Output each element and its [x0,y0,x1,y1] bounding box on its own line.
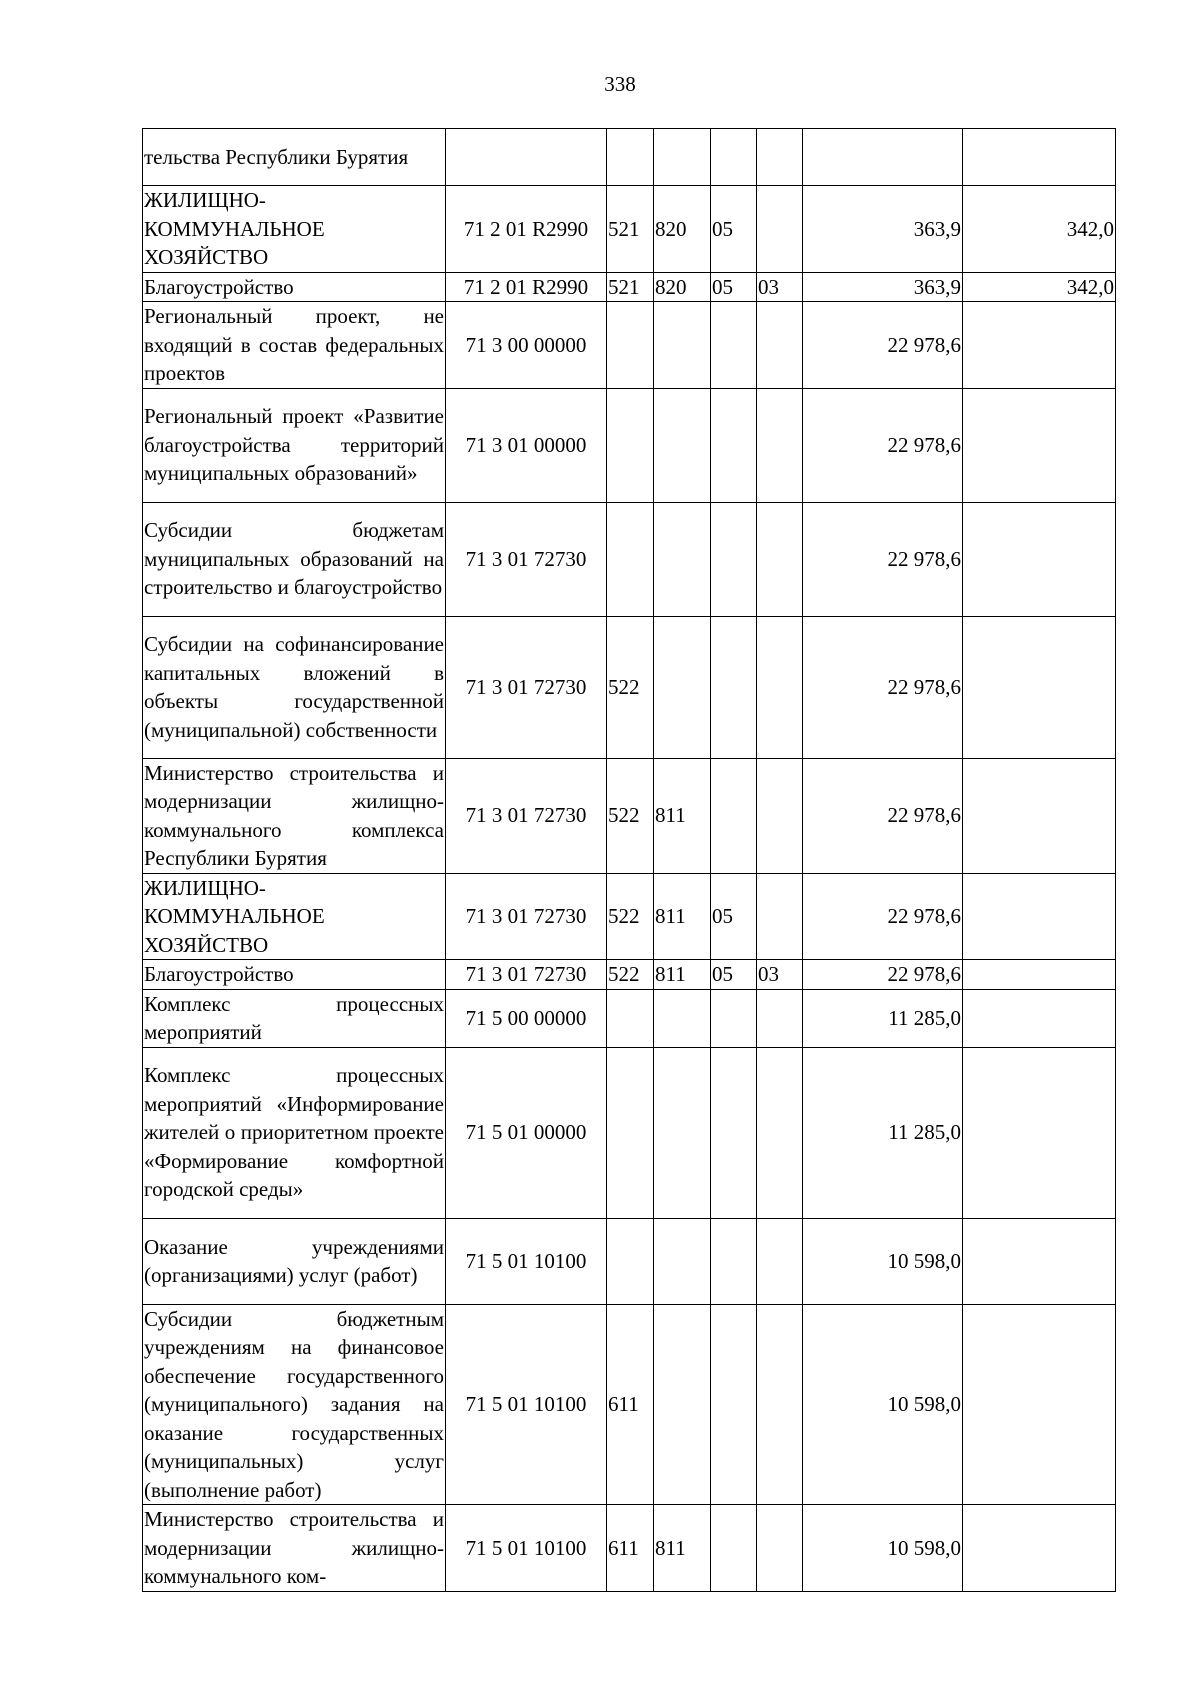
subsection-code [757,1218,803,1304]
subsection-code: 03 [757,272,803,302]
expense-type-code: 820 [654,186,711,273]
expense-type-code [654,388,711,502]
sum-year-1: 22 978,6 [803,758,963,873]
sum-year-2 [963,502,1116,616]
section-code [711,989,757,1047]
sum-year-2 [963,129,1116,186]
target-code [446,129,607,186]
item-name: тельства Республики Бурятия [143,129,446,186]
subsection-code [757,989,803,1047]
section-code [711,1047,757,1218]
sum-year-1: 22 978,6 [803,302,963,389]
table-row [143,1505,1116,1592]
section-code [711,1505,757,1592]
subsection-code [757,1304,803,1505]
sum-year-1: 10 598,0 [803,1505,963,1592]
item-name: Региональный проект, не входящий в состав федеральных проектов [143,302,446,389]
sum-year-2 [963,1304,1116,1505]
table-row [143,388,1116,502]
table-row [143,302,1116,389]
item-name: Региональный проект «Развитие благоустройства территорий муниципальных образований» [143,388,446,502]
item-name: Субсидии бюджетным учреждениям на финансовое обеспечение государственного (муниципального) задания на оказание государственных (муниципальных) услуг (выполнение работ) [143,1304,446,1505]
sum-year-2 [963,758,1116,873]
item-name: Благоустройство [143,272,446,302]
sum-year-1: 22 978,6 [803,502,963,616]
item-name: Субсидии бюджетам муниципальных образований на строительство и благоустройство [143,502,446,616]
expense-type-code [654,129,711,186]
grbs-code [607,502,654,616]
section-code: 05 [711,272,757,302]
subsection-code [757,873,803,960]
sum-year-2 [963,1047,1116,1218]
expense-type-code [654,616,711,758]
grbs-code [607,1218,654,1304]
sum-year-2 [963,873,1116,960]
sum-year-1: 22 978,6 [803,873,963,960]
target-code: 71 3 00 00000 [446,302,607,389]
table-row [143,186,1116,273]
grbs-code [607,302,654,389]
grbs-code: 521 [607,272,654,302]
sum-year-1: 22 978,6 [803,388,963,502]
grbs-code: 522 [607,873,654,960]
table-row [143,960,1116,990]
page-number: 338 [604,72,636,96]
grbs-code: 521 [607,186,654,273]
target-code: 71 3 01 72730 [446,502,607,616]
sum-year-1: 363,9 [803,272,963,302]
sum-year-2 [963,1505,1116,1592]
subsection-code [757,758,803,873]
sum-year-1: 22 978,6 [803,960,963,990]
target-code: 71 5 01 10100 [446,1218,607,1304]
target-code: 71 3 01 72730 [446,960,607,990]
expense-type-code [654,1304,711,1505]
subsection-code [757,1047,803,1218]
section-code [711,1218,757,1304]
sum-year-1: 10 598,0 [803,1218,963,1304]
table-row [143,873,1116,960]
target-code: 71 2 01 R2990 [446,186,607,273]
table-row [143,1304,1116,1505]
table-row [143,758,1116,873]
budget-table [142,128,1116,1592]
grbs-code [607,1047,654,1218]
grbs-code: 611 [607,1304,654,1505]
expense-type-code: 811 [654,1505,711,1592]
section-code [711,502,757,616]
section-code: 05 [711,960,757,990]
grbs-code [607,989,654,1047]
expense-type-code: 811 [654,960,711,990]
section-code [711,1304,757,1505]
sum-year-2 [963,989,1116,1047]
table-row [143,272,1116,302]
section-code: 05 [711,186,757,273]
section-code [711,616,757,758]
subsection-code [757,302,803,389]
grbs-code [607,129,654,186]
grbs-code: 522 [607,758,654,873]
table-body [143,129,1116,1592]
expense-type-code [654,1218,711,1304]
sum-year-2: 342,0 [963,272,1116,302]
target-code: 71 5 00 00000 [446,989,607,1047]
sum-year-2 [963,616,1116,758]
section-code [711,388,757,502]
subsection-code: 03 [757,960,803,990]
target-code: 71 3 01 00000 [446,388,607,502]
table-row [143,502,1116,616]
subsection-code [757,388,803,502]
item-name: Министерство строительства и модернизации жилищно-коммунального ком- [143,1505,446,1592]
sum-year-2: 342,0 [963,186,1116,273]
section-code [711,129,757,186]
item-name: Комплекс процессных мероприятий «Информирование жителей о приоритетном проекте «Формирование комфортной городской среды» [143,1047,446,1218]
item-name: ЖИЛИЩНО-КОММУНАЛЬНОЕ ХОЗЯЙСТВО [143,186,446,273]
expense-type-code [654,989,711,1047]
expense-type-code: 811 [654,758,711,873]
subsection-code [757,129,803,186]
section-code: 05 [711,873,757,960]
table-row [143,616,1116,758]
target-code: 71 2 01 R2990 [446,272,607,302]
sum-year-1: 363,9 [803,186,963,273]
section-code [711,302,757,389]
table-row [143,989,1116,1047]
table-row [143,1218,1116,1304]
item-name: Субсидии на софинансирование капитальных вложений в объекты государственной (муниципальной) собственности [143,616,446,758]
target-code: 71 3 01 72730 [446,758,607,873]
expense-type-code [654,502,711,616]
target-code: 71 5 01 10100 [446,1304,607,1505]
expense-type-code: 820 [654,272,711,302]
subsection-code [757,502,803,616]
sum-year-2 [963,388,1116,502]
target-code: 71 5 01 00000 [446,1047,607,1218]
expense-type-code [654,302,711,389]
subsection-code [757,1505,803,1592]
target-code: 71 5 01 10100 [446,1505,607,1592]
target-code: 71 3 01 72730 [446,873,607,960]
sum-year-1: 11 285,0 [803,989,963,1047]
sum-year-1 [803,129,963,186]
expense-type-code: 811 [654,873,711,960]
sum-year-2 [963,302,1116,389]
subsection-code [757,616,803,758]
grbs-code: 611 [607,1505,654,1592]
target-code: 71 3 01 72730 [446,616,607,758]
grbs-code [607,388,654,502]
item-name: Комплекс процессных мероприятий [143,989,446,1047]
item-name: ЖИЛИЩНО-КОММУНАЛЬНОЕ ХОЗЯЙСТВО [143,873,446,960]
sum-year-1: 10 598,0 [803,1304,963,1505]
item-name: Благоустройство [143,960,446,990]
sum-year-1: 22 978,6 [803,616,963,758]
sum-year-2 [963,960,1116,990]
grbs-code: 522 [607,616,654,758]
grbs-code: 522 [607,960,654,990]
sum-year-1: 11 285,0 [803,1047,963,1218]
section-code [711,758,757,873]
expense-type-code [654,1047,711,1218]
item-name: Оказание учреждениями (организациями) услуг (работ) [143,1218,446,1304]
table-row [143,1047,1116,1218]
item-name: Министерство строительства и модернизации жилищно-коммунального комплекса Республики Бурятия [143,758,446,873]
sum-year-2 [963,1218,1116,1304]
subsection-code [757,186,803,273]
table-row [143,129,1116,186]
